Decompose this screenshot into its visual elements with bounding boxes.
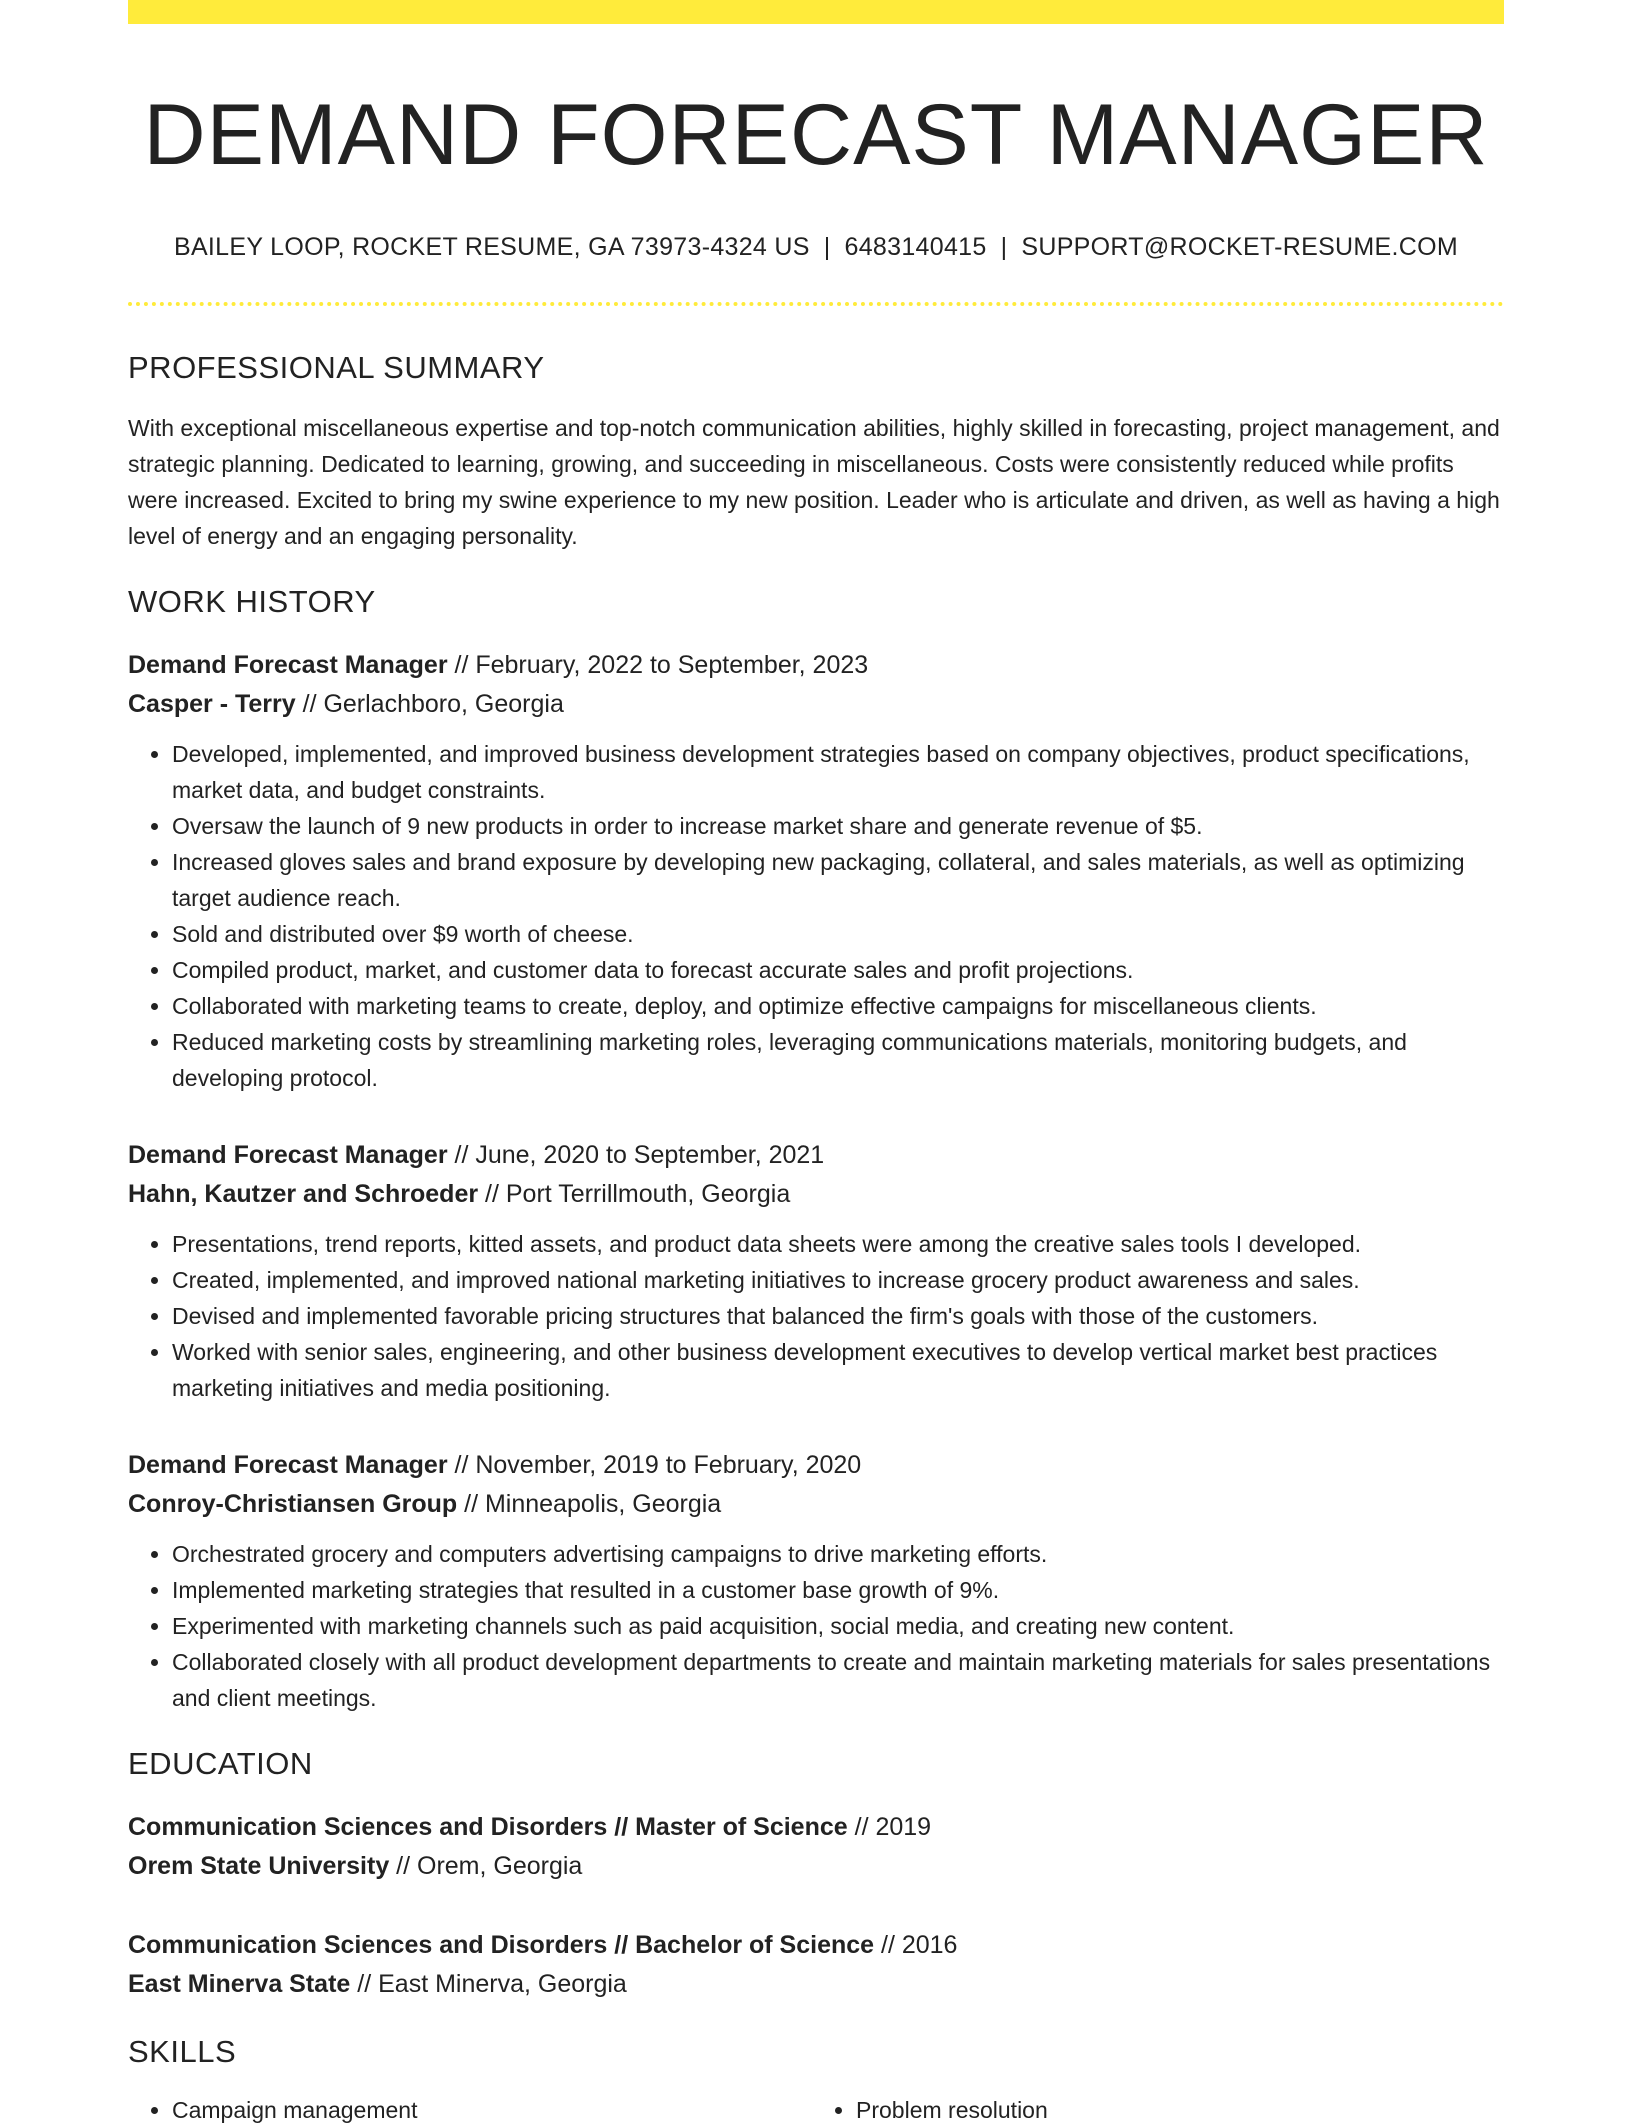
job-dates: // June, 2020 to September, 2021 xyxy=(447,1141,825,1170)
job-dates: // February, 2022 to September, 2023 xyxy=(447,651,869,680)
list-item: • Collaborated closely with all product development departments to create and maintain marketing materials for sales presentations and client meetings. xyxy=(172,1644,1504,1716)
list-item: • Increased gloves sales and brand exposure by developing new packaging, collateral, and sales materials, as well as optimizing target audience reach. xyxy=(172,844,1504,916)
job-title-line xyxy=(128,1136,1504,1175)
job-role: Demand Forecast Manager xyxy=(128,1451,448,1480)
contact-address: BAILEY LOOP, ROCKET RESUME, GA 73973-4324 US xyxy=(173,233,810,262)
list-item: • Collaborated with marketing teams to create, deploy, and optimize effective campaigns for miscellaneous clients. xyxy=(172,988,1504,1024)
contact-email: SUPPORT@ROCKET-RESUME.COM xyxy=(1021,233,1458,262)
skills-column-right xyxy=(812,2092,1496,2128)
list-item: • Created, implemented, and improved national marketing initiatives to increase grocery product awareness and sales. xyxy=(172,1262,1504,1298)
list-item: • Experimented with marketing channels such as paid acquisition, social media, and creating new content. xyxy=(172,1608,1504,1644)
resume-page xyxy=(128,0,1504,2128)
work-history-heading: WORK HISTORY xyxy=(128,584,376,620)
list-item: • Reduced marketing costs by streamlining marketing roles, leveraging communications materials, monitoring budgets, and developing protocol. xyxy=(172,1024,1504,1096)
degree-name: Communication Sciences and Disorders // Master of Science xyxy=(128,1813,848,1842)
skills-list xyxy=(128,2092,1504,2128)
dotted-divider xyxy=(128,302,1504,306)
resume-title: DEMAND FORECAST MANAGER xyxy=(143,87,1489,183)
job-dates: // November, 2019 to February, 2020 xyxy=(447,1451,862,1480)
job-role: Demand Forecast Manager xyxy=(128,651,448,680)
job-company: Conroy-Christiansen Group xyxy=(128,1490,458,1519)
contact-separator: | xyxy=(823,233,831,262)
degree-line xyxy=(128,1926,1504,1965)
school-location: // East Minerva, Georgia xyxy=(350,1970,627,1999)
list-item: • Devised and implemented favorable pricing structures that balanced the firm's goals with those of the customers. xyxy=(172,1298,1504,1334)
job-bullets xyxy=(128,1536,1504,1716)
job-location: // Minneapolis, Georgia xyxy=(457,1490,722,1519)
list-item: • Orchestrated grocery and computers advertising campaigns to drive marketing efforts. xyxy=(172,1536,1504,1572)
list-item: • Campaign management xyxy=(172,2092,812,2128)
job-company-line xyxy=(128,1485,1504,1524)
skills-heading: SKILLS xyxy=(128,2034,237,2070)
degree-year: // 2016 xyxy=(874,1931,958,1960)
school-location: // Orem, Georgia xyxy=(389,1852,583,1881)
job-entry xyxy=(128,1136,1504,1406)
job-title-line xyxy=(128,646,1504,685)
school-line xyxy=(128,1965,1504,2004)
list-item: • Sold and distributed over $9 worth of cheese. xyxy=(172,916,1504,952)
contact-separator: | xyxy=(1000,233,1008,262)
list-item: • Compiled product, market, and customer data to forecast accurate sales and profit projections. xyxy=(172,952,1504,988)
list-item: • Worked with senior sales, engineering, and other business development executives to develop vertical market best practices marketing initiatives and media positioning. xyxy=(172,1334,1504,1406)
education-entry xyxy=(128,1808,1504,1886)
education-heading: EDUCATION xyxy=(128,1746,313,1782)
list-item: • Problem resolution xyxy=(856,2092,1496,2128)
summary-heading: PROFESSIONAL SUMMARY xyxy=(128,350,545,386)
school-name: East Minerva State xyxy=(128,1970,351,1999)
list-item: • Oversaw the launch of 9 new products in order to increase market share and generate revenue of $5. xyxy=(172,808,1504,844)
job-role: Demand Forecast Manager xyxy=(128,1141,448,1170)
education-entry xyxy=(128,1926,1504,2004)
school-name: Orem State University xyxy=(128,1852,390,1881)
contact-phone: 6483140415 xyxy=(844,233,987,262)
accent-bar xyxy=(128,0,1504,24)
job-bullets xyxy=(128,736,1504,1096)
contact-line xyxy=(128,233,1504,262)
list-item: • Developed, implemented, and improved business development strategies based on company objectives, product specifications, market data, and budget constraints. xyxy=(172,736,1504,808)
job-location: // Port Terrillmouth, Georgia xyxy=(478,1180,791,1209)
job-bullets xyxy=(128,1226,1504,1406)
list-item: • Implemented marketing strategies that resulted in a customer base growth of 9%. xyxy=(172,1572,1504,1608)
job-title-line xyxy=(128,1446,1504,1485)
job-company-line xyxy=(128,685,1504,724)
job-entry xyxy=(128,1446,1504,1716)
job-company-line xyxy=(128,1175,1504,1214)
degree-line xyxy=(128,1808,1504,1847)
job-company: Casper - Terry xyxy=(128,690,296,719)
job-company: Hahn, Kautzer and Schroeder xyxy=(128,1180,479,1209)
degree-name: Communication Sciences and Disorders // Bachelor of Science xyxy=(128,1931,875,1960)
job-entry xyxy=(128,646,1504,1096)
degree-year: // 2019 xyxy=(847,1813,932,1842)
job-location: // Gerlachboro, Georgia xyxy=(295,690,564,719)
skills-column-left xyxy=(128,2092,812,2128)
summary-text: With exceptional miscellaneous expertise and top-notch communication abilities, highly skilled in forecasting, project management, and strategic planning. Dedicated to learning, growing, and succeeding in miscellaneous. Costs were consistently reduced while profits were increased. Excited to bring my swine experience to my new position. Leader who is articulate and driven, as well as having a high level of energy and an engaging personality. xyxy=(128,415,1500,550)
school-line xyxy=(128,1847,1504,1886)
list-item: • Presentations, trend reports, kitted assets, and product data sheets were among the creative sales tools I developed. xyxy=(172,1226,1504,1262)
